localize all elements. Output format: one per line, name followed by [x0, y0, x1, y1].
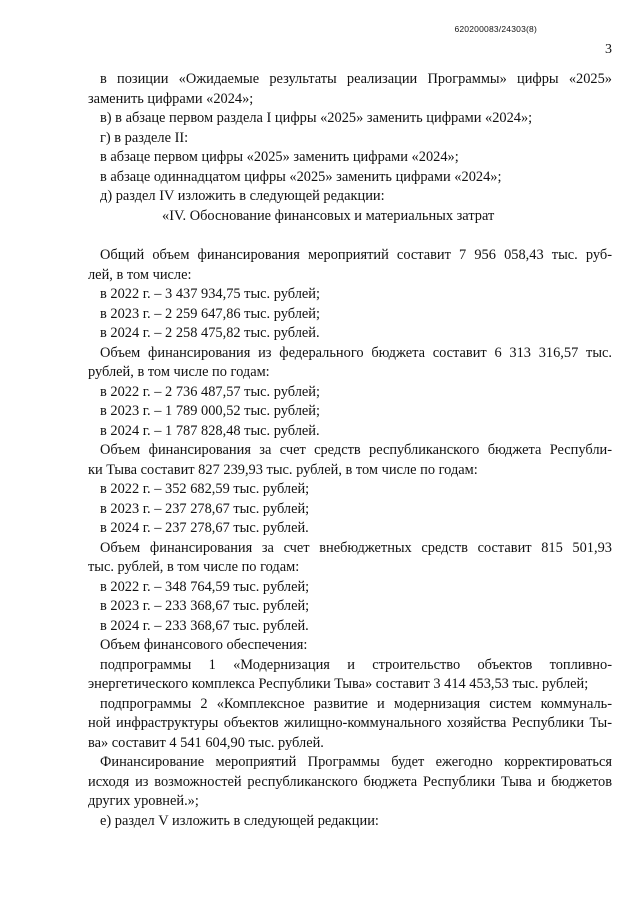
- text-line: в 2023 г. – 2 259 647,86 тыс. рублей;: [100, 305, 320, 322]
- text-line: Объем финансирования за счет средств республиканского бюджета Республи-: [100, 442, 612, 458]
- text-line: исходя из возможностей республиканского бюджета Республики Тыва и бюджетов: [88, 773, 612, 790]
- text-line: в абзаце одиннадцатом цифры «2025» заменить цифрами «2024»;: [100, 168, 502, 185]
- text-line: ной инфраструктуры объектов жилищно-коммунального хозяйства Республики Ты-: [88, 715, 612, 731]
- text-line: Общий объем финансирования мероприятий составит 7 956 058,43 тыс. руб-: [100, 247, 612, 263]
- text-line: лей, в том числе:: [88, 266, 192, 283]
- text-line: Объем финансирования из федерального бюджета составит 6 313 316,57 тыс.: [100, 344, 612, 361]
- text-line: Финансирование мероприятий Программы будет ежегодно корректироваться: [100, 754, 612, 770]
- text-line: тыс. рублей, в том числе по годам:: [88, 559, 300, 575]
- text-line: в 2024 г. – 233 368,67 тыс. рублей.: [100, 617, 309, 634]
- text-line: других уровней.»;: [88, 793, 199, 809]
- text-line: в) в абзаце первом раздела I цифры «2025» заменить цифрами «2024»;: [100, 110, 533, 126]
- text-line: в 2023 г. – 1 789 000,52 тыс. рублей;: [100, 403, 320, 419]
- text-line: д) раздел IV изложить в следующей редакции:: [100, 188, 385, 204]
- text-line: Объем финансирования за счет внебюджетных средств составит 815 501,93: [100, 539, 612, 556]
- document-code: 620200083/24303(8): [454, 24, 537, 34]
- text-line: в 2024 г. – 2 258 475,82 тыс. рублей.: [100, 325, 320, 341]
- paragraph-spacer: [88, 226, 612, 246]
- text-line: в 2024 г. – 237 278,67 тыс. рублей.: [100, 520, 309, 536]
- text-line: рублей, в том числе по годам:: [88, 364, 270, 380]
- text-line: в 2023 г. – 237 278,67 тыс. рублей;: [100, 500, 310, 517]
- text-line: в 2022 г. – 3 437 934,75 тыс. рублей;: [100, 286, 320, 302]
- page-number: 3: [605, 42, 612, 57]
- text-line: в позиции «Ожидаемые результаты реализации Программы» цифры «2025»: [100, 71, 612, 87]
- text-line: Объем финансового обеспечения:: [100, 637, 308, 653]
- text-line: в 2023 г. – 233 368,67 тыс. рублей;: [100, 598, 310, 614]
- text-line: в 2022 г. – 352 682,59 тыс. рублей;: [100, 481, 310, 497]
- text-line: в 2022 г. – 348 764,59 тыс. рублей;: [100, 578, 310, 595]
- text-line: ва» составит 4 541 604,90 тыс. рублей.: [88, 734, 324, 751]
- text-line: г) в разделе II:: [100, 129, 189, 146]
- document-body: [88, 70, 612, 831]
- text-line: ки Тыва составит 827 239,93 тыс. рублей, в том числе по годам:: [88, 461, 478, 478]
- section-heading: «IV. Обоснование финансовых и материальных затрат: [162, 207, 495, 224]
- text-line: энергетического комплекса Республики Тыва» составит 3 414 453,53 тыс. рублей;: [88, 676, 589, 692]
- text-line: в абзаце первом цифры «2025» заменить цифрами «2024»;: [100, 149, 459, 165]
- text-line: подпрограммы 1 «Модернизация и строительство объектов топливно-: [100, 656, 612, 673]
- text-line: в 2022 г. – 2 736 487,57 тыс. рублей;: [100, 383, 320, 400]
- text-line: заменить цифрами «2024»;: [88, 90, 254, 107]
- text-line: подпрограммы 2 «Комплексное развитие и модернизация систем коммуналь-: [100, 695, 612, 712]
- text-line: в 2024 г. – 1 787 828,48 тыс. рублей.: [100, 422, 320, 439]
- text-line: е) раздел V изложить в следующей редакции:: [100, 812, 379, 829]
